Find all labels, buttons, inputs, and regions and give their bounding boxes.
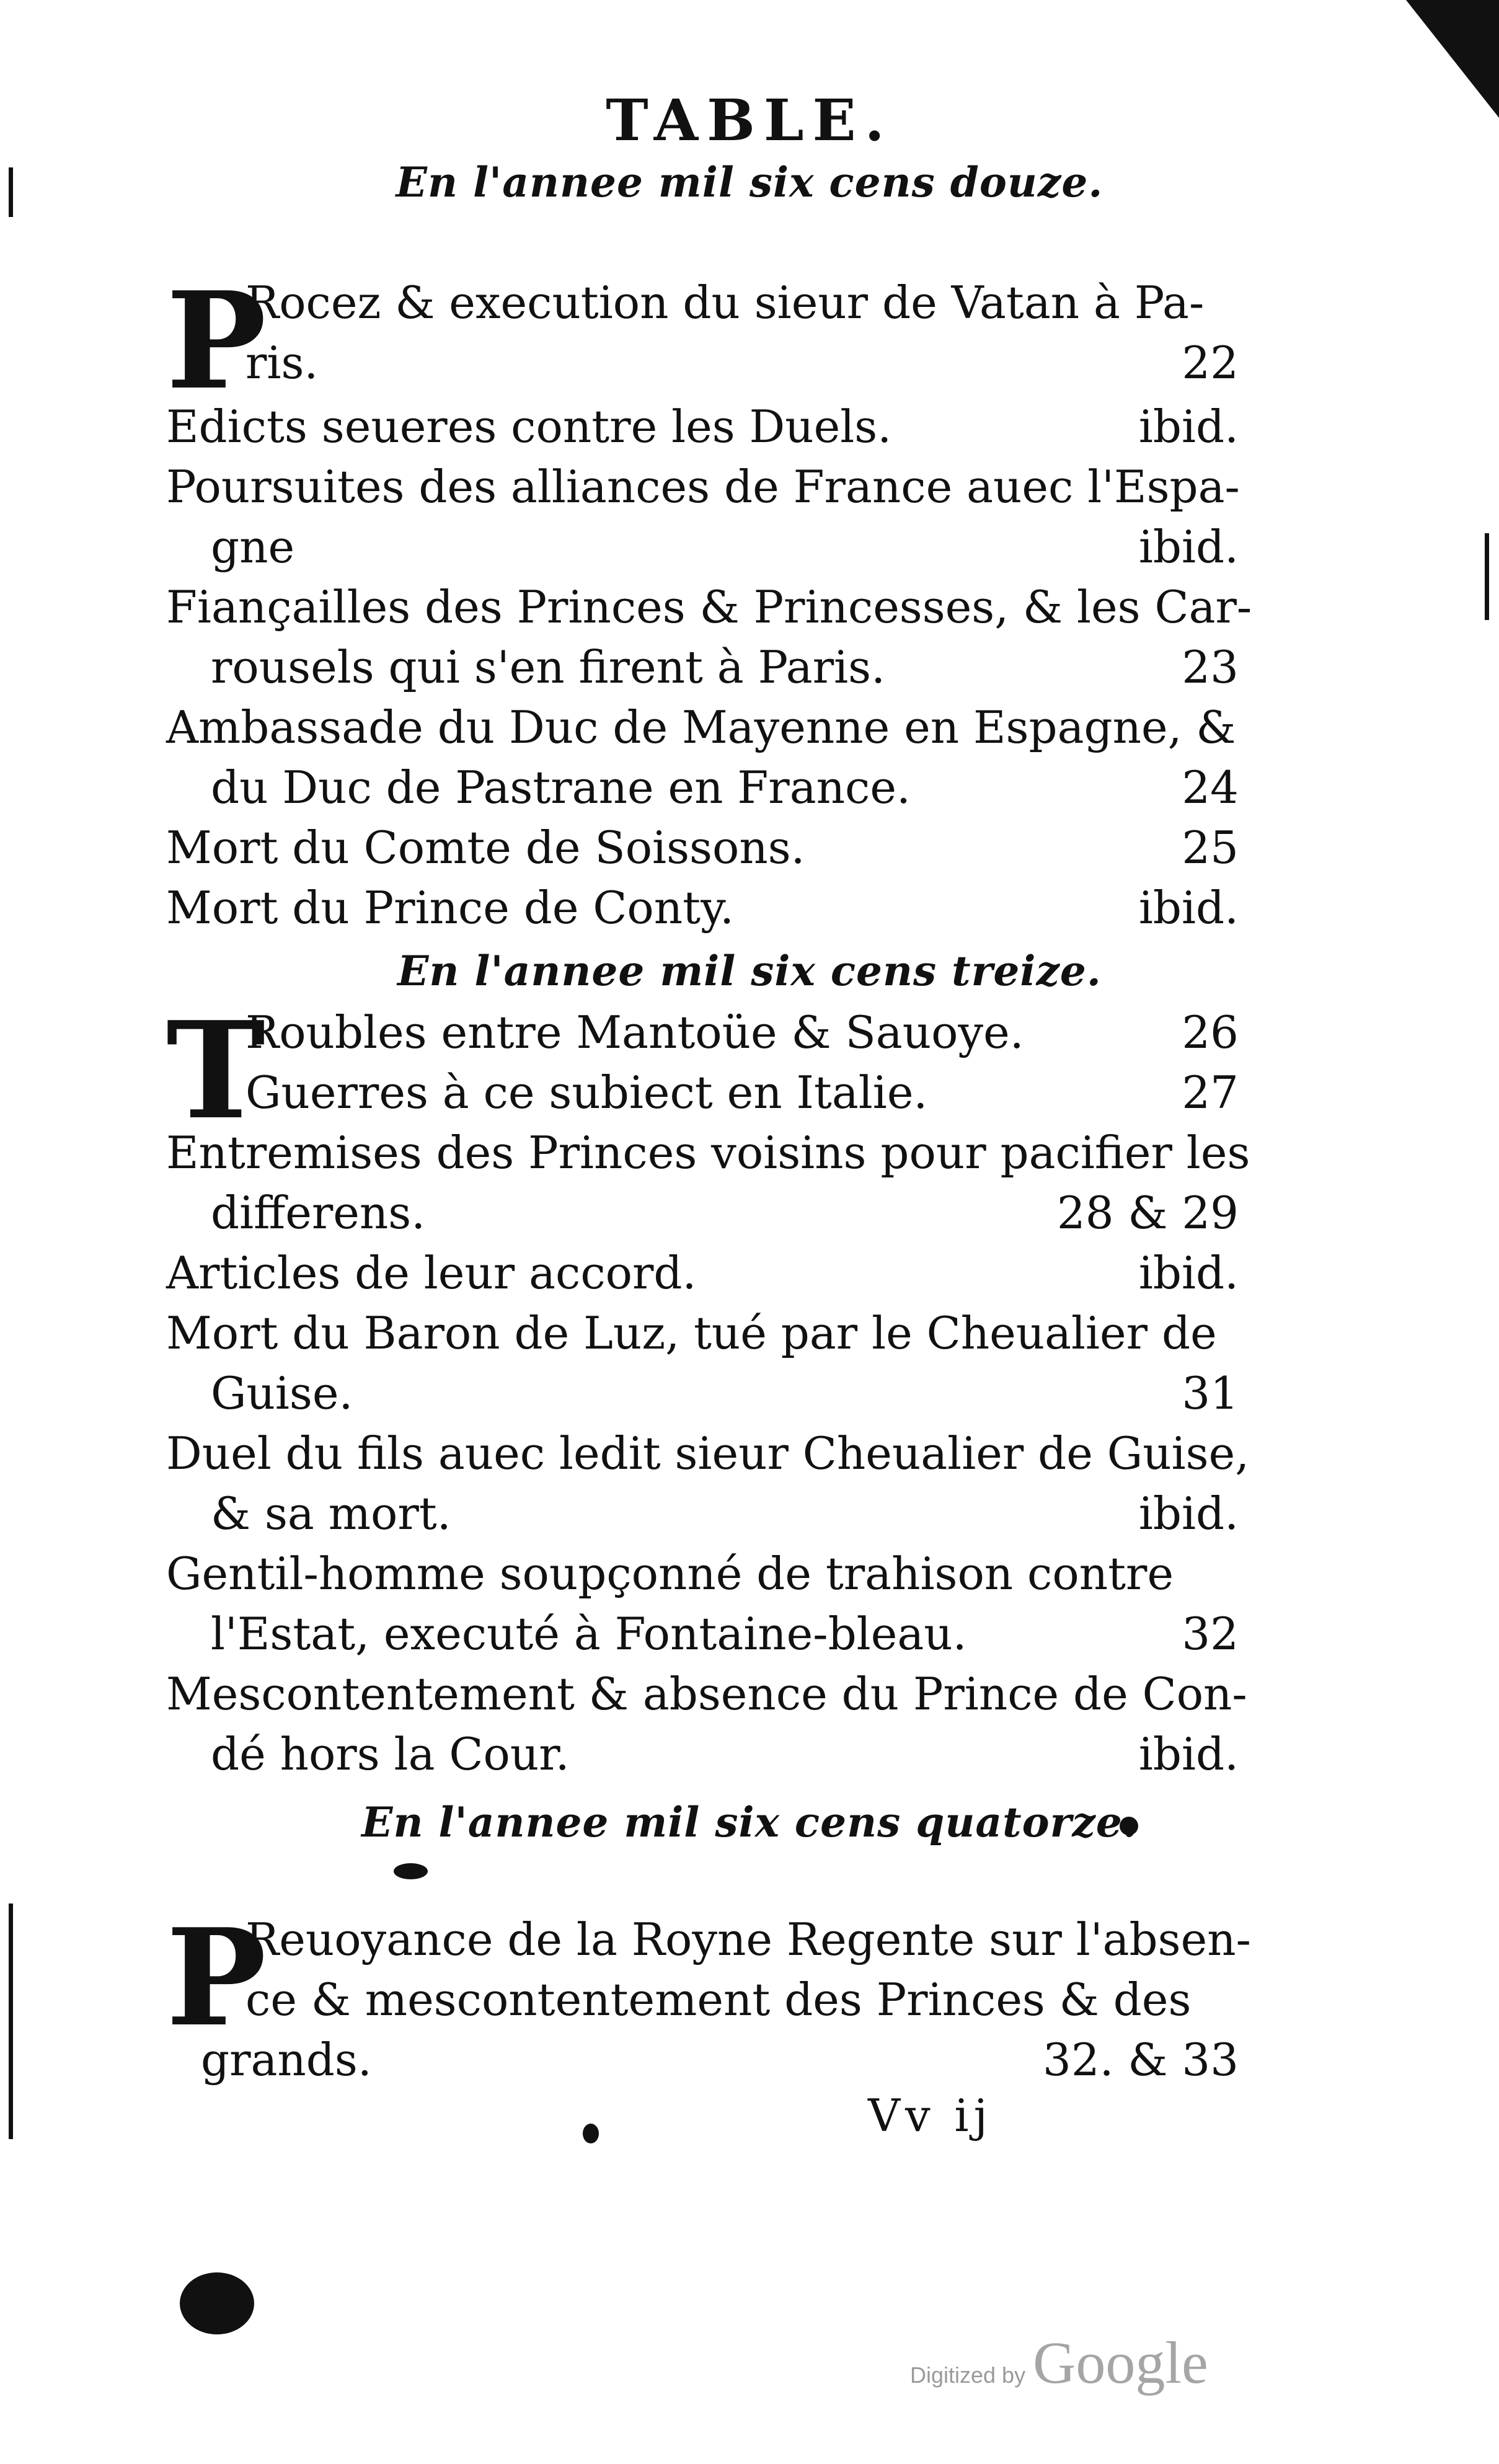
page-ref: ibid.	[1138, 1247, 1239, 1299]
table-entry	[166, 698, 1239, 818]
entry-text: & sa mort.	[211, 1487, 451, 1540]
drop-cap: P	[166, 262, 267, 419]
margin-mark	[9, 1903, 13, 2139]
table-entry	[166, 1544, 1239, 1664]
entry-text: Rocez & execution du sieur de Vatan à Pa-	[245, 277, 1205, 329]
page-ref: ibid.	[1138, 401, 1239, 453]
page-ref: 32. & 33	[1043, 2034, 1239, 2086]
entry-text: dé hors la Cour.	[211, 1728, 570, 1780]
ink-speck	[394, 1863, 428, 1879]
table-entry	[166, 1424, 1250, 1544]
page-ref: 26	[1182, 1006, 1239, 1058]
page-ref: 27	[1182, 1066, 1239, 1119]
entry-text: Guise.	[211, 1367, 353, 1419]
entry-text: rousels qui s'en firent à Paris.	[211, 641, 886, 693]
entry-text: Duel du fils auec ledit sieur Cheualier de Guise,	[166, 1427, 1250, 1479]
entry-text: Gentil-homme soupçonné de trahison contre	[166, 1548, 1174, 1600]
entry-text: differens.	[211, 1187, 426, 1239]
page-ref: 24	[1182, 761, 1239, 813]
page-ref: 32	[1182, 1608, 1239, 1660]
table-entry	[166, 397, 1239, 457]
page-ref: ibid.	[1138, 1487, 1239, 1540]
page-ref: 25	[1182, 822, 1239, 874]
watermark-prefix: Digitized by	[910, 2362, 1026, 2388]
entry-text: grands.	[201, 2034, 372, 2086]
table-entry	[166, 1243, 1239, 1303]
entry-line	[166, 333, 1239, 393]
table-entry	[166, 992, 1239, 1149]
entry-text: Mort du Prince de Conty.	[166, 882, 735, 934]
table-entry	[166, 1664, 1247, 1784]
entry-text: du Duc de Pastrane en France.	[211, 761, 911, 813]
page-ref: 28 & 29	[1056, 1187, 1239, 1239]
entry-text: Ambassade du Duc de Mayenne en Espagne, &	[166, 701, 1236, 753]
ink-blot	[180, 2272, 254, 2334]
table-entry	[166, 577, 1252, 698]
entry-text: ce & mescontentement des Princes & des	[245, 1974, 1192, 2026]
entry-text: Mescontentement & absence du Prince de Con-	[166, 1668, 1247, 1720]
margin-mark	[1485, 533, 1489, 620]
entry-text: Roubles entre Mantoüe & Sauoye.	[245, 1006, 1024, 1058]
table-entry	[166, 878, 1239, 938]
entry-text: Mort du Comte de Soissons.	[166, 822, 805, 874]
entry-text: Guerres à ce subiect en Italie.	[245, 1066, 928, 1119]
year-heading-1613: En l'annee mil six cens treize.	[397, 947, 1102, 995]
page-ref: 31	[1182, 1367, 1239, 1419]
drop-cap: P	[166, 1899, 267, 2056]
table-entry	[166, 818, 1239, 878]
entry-text: Edicts seueres contre les Duels.	[166, 401, 892, 453]
entry-text: Mort du Baron de Luz, tué par le Cheualier de	[166, 1307, 1217, 1359]
entry-text: gne	[211, 521, 295, 573]
drop-cap: T	[166, 992, 265, 1149]
page-ref: ibid.	[1138, 1728, 1239, 1780]
entry-text: Entremises des Princes voisins pour pacifier les	[166, 1127, 1250, 1179]
table-entry	[166, 262, 1239, 419]
page-ref: ibid.	[1138, 521, 1239, 573]
ink-speck	[583, 2124, 599, 2143]
table-entry	[166, 1123, 1250, 1243]
entry-text: Articles de leur accord.	[166, 1247, 697, 1299]
entry-text: Reuoyance de la Royne Regente sur l'absen-	[245, 1913, 1251, 1965]
watermark-brand: Google	[1033, 2329, 1208, 2396]
digitized-watermark	[910, 2328, 1208, 2397]
table-entry	[166, 457, 1239, 577]
page-title: TABLE.	[606, 87, 893, 154]
table-entry	[166, 1899, 1251, 2090]
entry-text: l'Estat, executé à Fontaine-bleau.	[211, 1608, 967, 1660]
page-ref: ibid.	[1138, 882, 1239, 934]
signature-mark: Vv ij	[868, 2090, 993, 2142]
page-ref: 22	[1182, 337, 1239, 389]
entry-text: Poursuites des alliances de France auec l'Espa-	[166, 461, 1240, 513]
year-heading-1614: En l'annee mil six cens quatorze.	[361, 1798, 1138, 1846]
year-heading-1612: En l'annee mil six cens douze.	[396, 158, 1103, 206]
table-entry	[166, 1303, 1239, 1424]
entry-text: ris.	[245, 337, 319, 389]
page-ref: 23	[1182, 641, 1239, 693]
entry-text: Fiançailles des Princes & Princesses, & les Car-	[166, 581, 1252, 633]
